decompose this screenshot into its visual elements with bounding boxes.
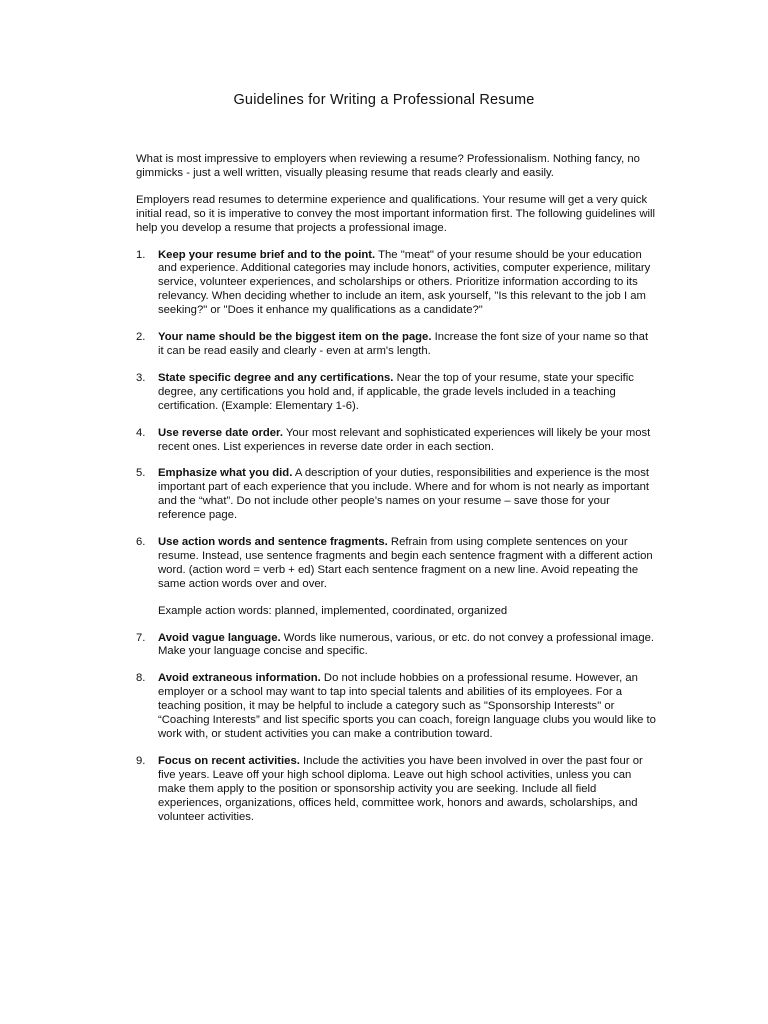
guideline-number: 6. bbox=[136, 536, 146, 549]
guideline-number: 2. bbox=[136, 331, 146, 344]
guideline-item bbox=[136, 331, 656, 359]
guideline-item bbox=[136, 672, 656, 742]
guideline-number: 1. bbox=[136, 248, 146, 261]
guideline-item bbox=[136, 249, 656, 319]
guideline-heading: Avoid extraneous information. bbox=[158, 672, 321, 685]
guideline-item bbox=[136, 372, 656, 414]
intro-paragraph: What is most impressive to employers when reviewing a resume? Professionalism. Nothing fancy, no gimmicks - just a well written, visually pleasing resume that reads clearly and easily. bbox=[136, 153, 640, 179]
guideline-text: Include the activities you have been involved in over the past four or five years. Leave off your high school diploma. Leave out high school activities, unless you can make them apply to the position or sponsorship activity you are seeking. Include all field experiences, organizations, offices held, committee work, honors and awards, scholarships, and volunteer activities. bbox=[158, 754, 643, 823]
guideline-heading: Keep your resume brief and to the point. bbox=[158, 248, 376, 261]
guideline-number: 4. bbox=[136, 426, 146, 439]
guideline-text: Your most relevant and sophisticated experiences will likely be your most recent ones. List experiences in reverse date order in each section. bbox=[158, 426, 651, 453]
guideline-item bbox=[136, 427, 656, 455]
guideline-number: 8. bbox=[136, 672, 146, 685]
guideline-item bbox=[136, 536, 656, 592]
guideline-heading: Avoid vague language. bbox=[158, 631, 281, 644]
guideline-text: Do not include hobbies on a professional resume. However, an employer or a school may want to tap into special talents and abilities of its employees. For a teaching position, it may be helpful to include a category such as "Sponsorship Interests" or “Coaching Interests” and list specific sports you can coach, foreign language clubs you would like to work with, or student activities you can make a contribution toward. bbox=[158, 672, 656, 740]
document-title: Guidelines for Writing a Professional Resume bbox=[233, 92, 535, 108]
guidelines-list bbox=[136, 249, 656, 592]
guideline-number: 5. bbox=[136, 467, 146, 480]
guideline-heading: Use action words and sentence fragments. bbox=[158, 536, 388, 549]
guideline-number: 9. bbox=[136, 754, 146, 767]
guideline-item bbox=[136, 467, 656, 523]
guideline-text: The "meat" of your resume should be your education and experience. Additional categories may include honors, activities, computer experience, military service, volunteer experiences, and scholarships or others. Prioritize information according to its relevancy. When deciding whether to include an item, ask yourself, "Is this relevant to the job I am seeking?" or "Does it enhance my qualifications as a candidate?" bbox=[158, 248, 651, 317]
guideline-text: Words like numerous, various, or etc. do not convey a professional image. Make your language concise and specific. bbox=[158, 631, 655, 658]
guidelines-list-continued bbox=[136, 632, 656, 825]
guideline-heading: Use reverse date order. bbox=[158, 426, 283, 439]
intro-paragraph: Employers read resumes to determine experience and qualifications. Your resume will get a very quick initial read, so it is imperative to convey the most important information first. The following guidelines will help you develop a resume that projects a professional image. bbox=[136, 193, 656, 234]
example-action-words: Example action words: planned, implemented, coordinated, organized bbox=[158, 604, 508, 617]
guideline-heading: Focus on recent activities. bbox=[158, 754, 300, 767]
guideline-heading: Your name should be the biggest item on the page. bbox=[158, 331, 432, 344]
guideline-item bbox=[136, 632, 656, 660]
guideline-number: 7. bbox=[136, 631, 146, 644]
guideline-text: Near the top of your resume, state your specific degree, any certifications you hold and, if applicable, the grade levels included in a teaching certification. (Example: Elementary 1-6). bbox=[158, 371, 634, 412]
guideline-item bbox=[136, 755, 656, 825]
guideline-heading: Emphasize what you did. bbox=[158, 467, 293, 480]
guideline-heading: State specific degree and any certifications. bbox=[158, 371, 394, 384]
guideline-text: Increase the font size of your name so that it can be read easily and clearly - even at arm's length. bbox=[158, 331, 649, 357]
guideline-text: Refrain from using complete sentences on your resume. Instead, use sentence fragments and begin each sentence fragment with a different action word. (action word = verb + ed) Start each sentence fragment on a new line. Avoid repeating the same action words over and over. bbox=[158, 536, 653, 590]
guideline-text: A description of your duties, responsibilities and experience is the most important part of each experience that you include. Where and for whom is not nearly as important and the “what”. Do not include other people’s names on your resume – save those for your reference page. bbox=[158, 467, 650, 522]
guideline-number: 3. bbox=[136, 371, 146, 384]
document-body bbox=[136, 153, 656, 837]
